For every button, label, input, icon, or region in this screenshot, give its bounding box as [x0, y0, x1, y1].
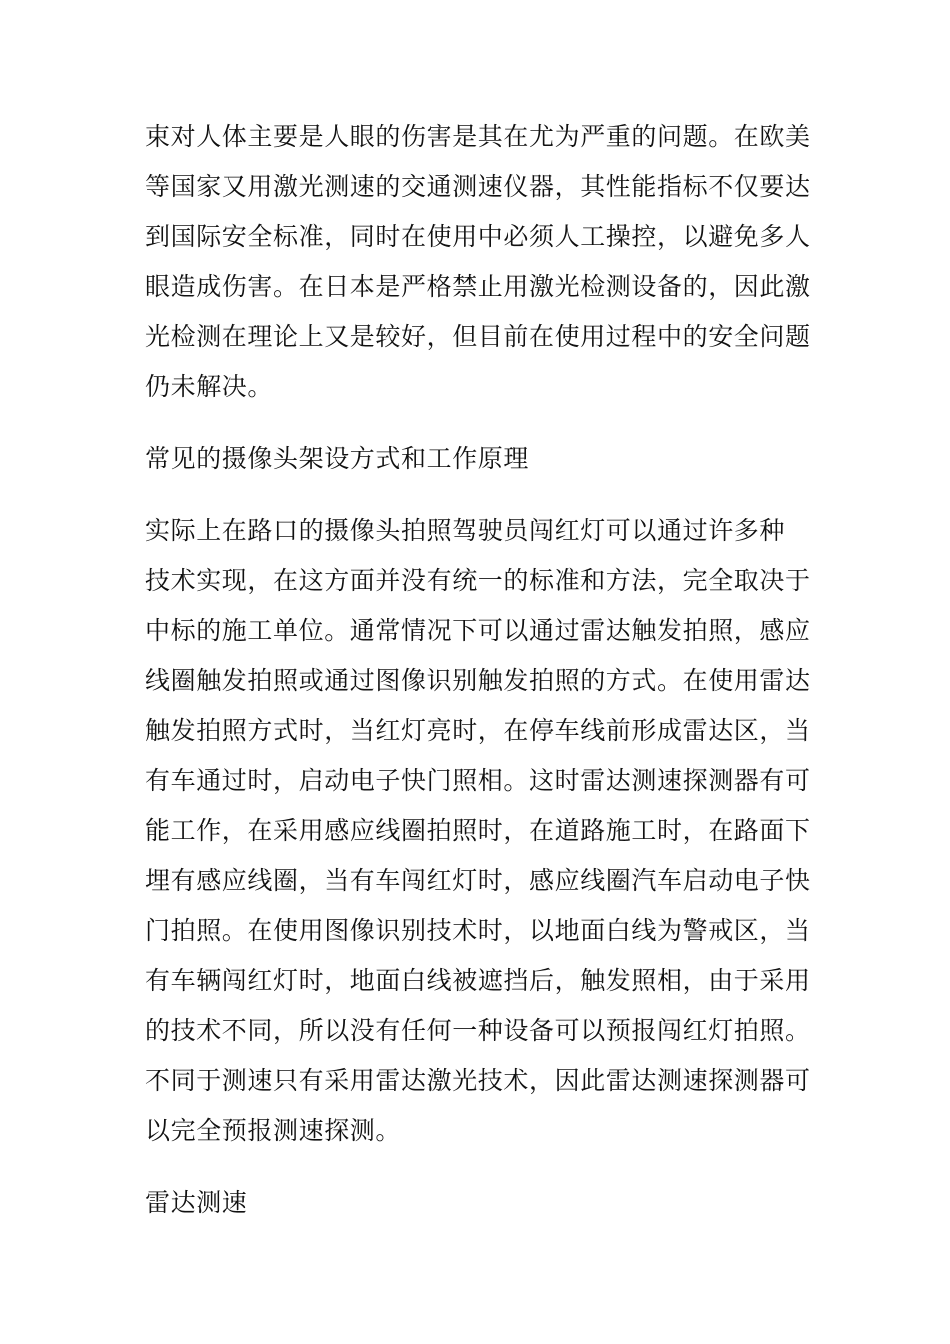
- text-line: 到国际安全标准，同时在使用中必须人工操控，以避免多人: [145, 222, 811, 251]
- paragraph-laser-safety: [145, 112, 815, 412]
- text-line: 埋有感应线圈，当有车闯红灯时，感应线圈汽车启动电子快: [145, 866, 811, 895]
- text-line: 能工作，在采用感应线圈拍照时，在道路施工时，在路面下: [145, 816, 811, 845]
- paragraph-gap: [145, 484, 815, 506]
- text-line: 光检测在理论上又是较好，但目前在使用过程中的安全问题: [145, 322, 811, 351]
- text-line: 门拍照。在使用图像识别技术时，以地面白线为警戒区，当: [145, 916, 811, 945]
- section-heading-camera: [145, 434, 815, 484]
- text-line: 仍未解决。: [145, 372, 274, 401]
- section-heading-radar: [145, 1178, 815, 1228]
- text-line: 等国家又用激光测速的交通测速仪器，其性能指标不仅要达: [145, 172, 811, 201]
- text-line: 线圈触发拍照或通过图像识别触发拍照的方式。在使用雷达: [145, 666, 811, 695]
- paragraph-gap: [145, 412, 815, 434]
- text-line: 中标的施工单位。通常情况下可以通过雷达触发拍照，感应: [145, 616, 811, 645]
- text-line: 眼造成伤害。在日本是严格禁止用激光检测设备的，因此激: [145, 272, 811, 301]
- text-line: 实际上在路口的摄像头拍照驾驶员闯红灯可以通过许多种: [145, 516, 786, 545]
- text-line: 不同于测速只有采用雷达激光技术，因此雷达测速探测器可: [145, 1066, 811, 1095]
- text-line: 束对人体主要是人眼的伤害是其在尤为严重的问题。在欧美: [145, 122, 811, 151]
- heading-line: 常见的摄像头架设方式和工作原理: [145, 444, 530, 473]
- text-line: 技术实现，在这方面并没有统一的标准和方法，完全取决于: [145, 566, 811, 595]
- heading-line: 雷达测速: [145, 1188, 248, 1217]
- text-line: 触发拍照方式时，当红灯亮时，在停车线前形成雷达区，当: [145, 716, 811, 745]
- text-line: 有车辆闯红灯时，地面白线被遮挡后，触发照相，由于采用: [145, 966, 811, 995]
- text-line: 的技术不同，所以没有任何一种设备可以预报闯红灯拍照。: [145, 1016, 811, 1045]
- text-line: 以完全预报测速探测。: [145, 1116, 402, 1145]
- text-line: 有车通过时，启动电子快门照相。这时雷达测速探测器有可: [145, 766, 811, 795]
- paragraph-gap: [145, 1156, 815, 1178]
- document-body: [145, 112, 815, 1228]
- paragraph-camera-principle: [145, 506, 815, 1156]
